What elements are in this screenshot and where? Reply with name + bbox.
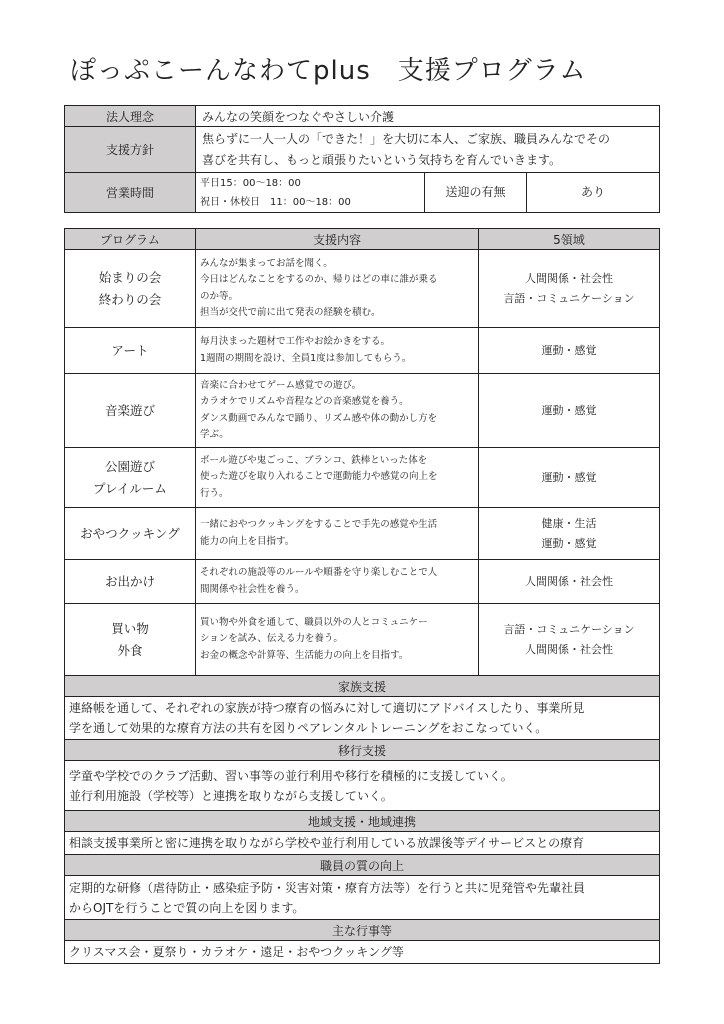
page-title: ぽっぷこーんなわてplus 支援プログラム xyxy=(70,56,587,86)
content-line: 行う。 xyxy=(200,487,229,499)
area-line: 言語・コミュニケーション xyxy=(503,622,635,636)
section-body xyxy=(65,832,660,855)
program-table xyxy=(64,228,660,964)
info-table xyxy=(64,105,660,213)
program-areas xyxy=(479,374,660,448)
content-line: カラオケでリズムや音程などの音楽感覚を養う。 xyxy=(200,396,409,407)
program-name-line: アート xyxy=(111,342,149,358)
area-line: 人間関係・社会性 xyxy=(525,642,613,656)
pickup-label: 送迎の有無 xyxy=(425,173,527,213)
hours-value xyxy=(196,173,425,213)
program-name xyxy=(65,374,196,448)
section-body xyxy=(65,941,660,964)
policy-value xyxy=(196,127,660,173)
program-name-line: 始まりの会 xyxy=(98,269,162,285)
area-line: 健康・生活 xyxy=(541,516,597,530)
section-line: 学童や学校でのクラブ活動、習い事等の並行利用や移行を積極的に支援していく。 xyxy=(69,768,513,783)
section-heading: 移行支援 xyxy=(65,740,660,761)
area-line: 人間関係・社会性 xyxy=(525,574,613,588)
content-line: 音楽に合わせてゲーム感覚での遊び。 xyxy=(200,379,362,391)
program-content xyxy=(196,448,479,508)
program-content xyxy=(196,560,479,604)
content-line: 間関係や社会性を養う。 xyxy=(200,583,305,595)
content-line: それぞれの施設等のルールや順番を守り楽しむことで人 xyxy=(200,567,438,578)
table-row xyxy=(65,508,660,560)
content-line: 一緒におやつクッキングをすることで手先の感覚や生活 xyxy=(200,519,438,530)
program-name xyxy=(65,328,196,374)
content-line: ションを試み、伝える力を養う。 xyxy=(200,633,343,645)
table-row xyxy=(65,374,660,448)
section-line: 連絡帳を通して、それぞれの家族が持つ療育の悩みに対して適切にアドバイスしたり、事業所見 xyxy=(69,701,585,715)
table-row xyxy=(65,328,660,374)
policy-line: 焦らずに一人一人の「できた！」を大切に本人、ご家族、職員みんなでその xyxy=(202,131,611,146)
program-name-line: 外食 xyxy=(117,642,143,658)
program-name-line: 終わりの会 xyxy=(98,291,162,307)
program-name xyxy=(65,448,196,508)
policy-label: 支援方針 xyxy=(65,127,196,173)
policy-line: 喜びを共有し、もっと頑張りたいという気持ちを育んでいきます。 xyxy=(202,152,562,167)
section-body xyxy=(65,876,660,920)
column-header: 支援内容 xyxy=(196,229,479,250)
column-header: 5領域 xyxy=(479,229,660,250)
program-areas xyxy=(479,560,660,604)
hours-line: 祝日・休校日 11：00～18：00 xyxy=(200,196,351,208)
content-line: 買い物や外食を通して、職員以外の人とコミュニケー xyxy=(200,616,428,628)
column-header: プログラム xyxy=(65,229,196,250)
program-name xyxy=(65,508,196,560)
section-line: からOJTを行うことで質の向上を図ります。 xyxy=(69,900,305,915)
program-name-line: 公園遊び xyxy=(104,458,155,474)
content-line: 能力の向上を目指す。 xyxy=(200,535,295,547)
content-line: みんなが集まってお話を聞く。 xyxy=(200,257,333,269)
section-line: 定期的な研修（虐待防止・感染症予防・災害対策・療育方法等）を行うと共に児発管や先輩社員 xyxy=(69,880,586,895)
content-line: 1週間の期間を設け、全員1度は参加してもらう。 xyxy=(200,352,412,364)
section-line: 並行利用施設（学校等）と連携を取りながら支援していく。 xyxy=(69,788,393,803)
program-areas xyxy=(479,508,660,560)
area-line: 言語・コミュニケーション xyxy=(503,291,635,305)
philosophy-label: 法人理念 xyxy=(65,106,196,127)
content-line: 使った遊びを取り入れることで運動能力や感覚の向上を xyxy=(200,471,438,483)
area-line: 運動・感覚 xyxy=(541,403,597,417)
table-row xyxy=(65,604,660,676)
program-content xyxy=(196,604,479,676)
area-line: 運動・感覚 xyxy=(541,536,597,550)
program-name-line: 買い物 xyxy=(111,620,149,636)
content-line: ボール遊びや鬼ごっこ、ブランコ、鉄棒といった体を xyxy=(200,454,428,466)
hours-line: 平日15：00～18：00 xyxy=(200,177,301,189)
program-name-line: 音楽遊び xyxy=(104,402,155,418)
program-areas xyxy=(479,448,660,508)
content-line: 担当が交代で前に出て発表の経験を積む。 xyxy=(200,307,381,318)
section-line: 学を通して効果的な療育方法の共有を図りペアレンタルトレーニングをおこなっていく。 xyxy=(69,721,548,735)
content-line: 今日はどんなことをするのか、帰りはどの車に誰が乗る xyxy=(200,274,438,285)
program-content xyxy=(196,328,479,374)
section-body xyxy=(65,697,660,740)
content-line: 毎月決まった題材で工作やお絵かきをする。 xyxy=(200,336,391,347)
table-row xyxy=(65,560,660,604)
area-line: 人間関係・社会性 xyxy=(525,271,613,285)
area-line: 運動・感覚 xyxy=(541,470,597,484)
area-line: 運動・感覚 xyxy=(541,343,597,357)
table-row xyxy=(65,250,660,328)
program-name xyxy=(65,250,196,328)
section-body xyxy=(65,761,660,811)
program-areas xyxy=(479,328,660,374)
program-content xyxy=(196,508,479,560)
section-heading: 地域支援・地域連携 xyxy=(65,811,660,832)
section-line: クリスマス会・夏祭り・カラオケ・遠足・おやつクッキング等 xyxy=(69,945,404,959)
program-content xyxy=(196,374,479,448)
content-line: のか等。 xyxy=(200,290,239,302)
section-heading: 職員の質の向上 xyxy=(65,855,660,876)
section-heading: 家族支援 xyxy=(65,676,660,697)
pickup-value: あり xyxy=(527,173,660,213)
content-line: お金の概念や計算等、生活能力の向上を目指す。 xyxy=(200,649,409,661)
program-content xyxy=(196,250,479,328)
philosophy-value: みんなの笑顔をつなぐやさしい介護 xyxy=(196,106,660,127)
content-line: ダンス動画でみんなで踊り、リズム感や体の動かし方を xyxy=(200,412,438,424)
program-areas xyxy=(479,250,660,328)
program-name xyxy=(65,560,196,604)
section-line: 相談支援事業所と密に連携を取りながら学校や並行利用している放課後等デイサービスとの療育 xyxy=(69,836,585,850)
section-heading: 主な行事等 xyxy=(65,920,660,941)
content-line: 学ぶ。 xyxy=(200,429,229,440)
table-row xyxy=(65,448,660,508)
program-name xyxy=(65,604,196,676)
program-name-line: プレイルーム xyxy=(93,480,167,496)
program-areas xyxy=(479,604,660,676)
hours-label: 営業時間 xyxy=(65,173,196,213)
program-name-line: お出かけ xyxy=(104,573,155,589)
program-name-line: おやつクッキング xyxy=(80,525,180,541)
